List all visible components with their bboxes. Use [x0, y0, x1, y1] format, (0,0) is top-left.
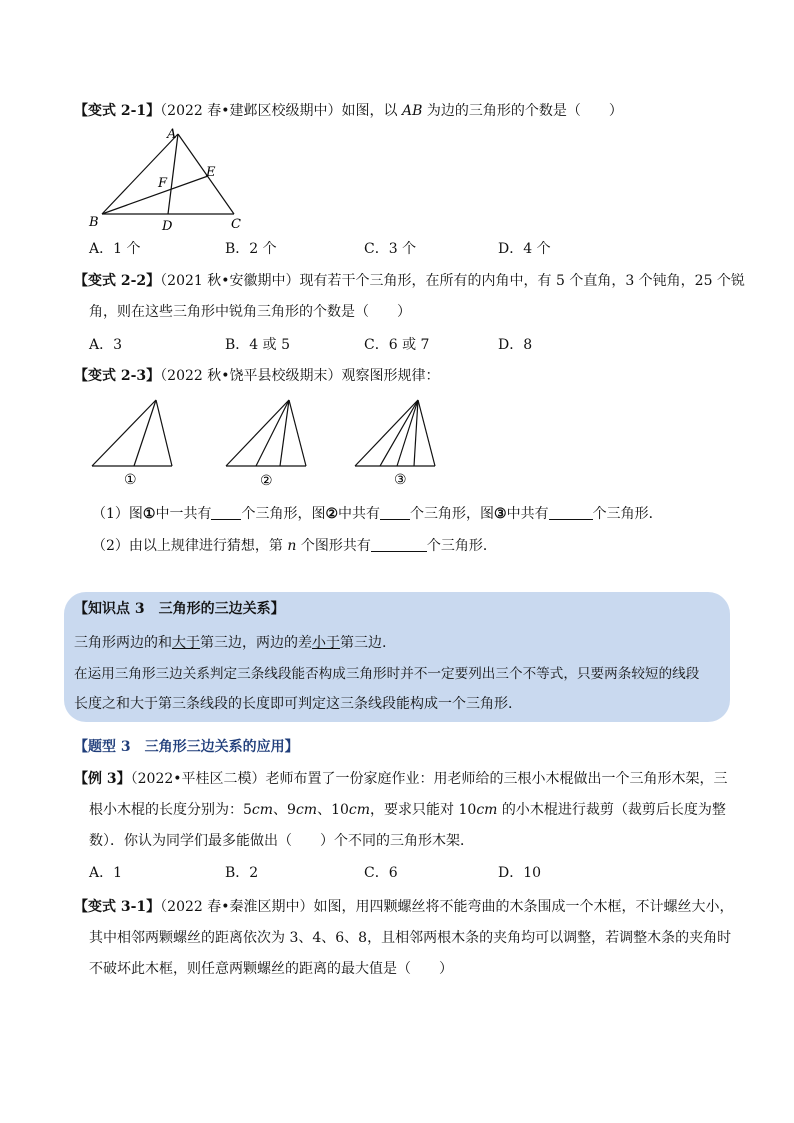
answer-blank[interactable]: [211, 505, 241, 520]
answer-blank[interactable]: [371, 537, 427, 552]
ex3-line-1: 【例 3】（2022•平桂区二模）老师布置了一份家庭作业：用老师给的三根小木棍做出一个三角形木架，三: [74, 771, 728, 787]
fig-label-2: ②: [260, 473, 273, 489]
v31-line-1: 【变式 3-1】（2022 春•秦淮区期中）如图，用四颗螺丝将不能弯曲的木条围成一个木框，不计螺丝大小，: [74, 899, 734, 915]
knowledge-line-3: 长度之和大于第三条线段的长度即可判定这三条线段能构成一个三角形.: [74, 696, 513, 712]
v21-option-c: C．3 个: [364, 241, 417, 257]
v21-option-d: D．4 个: [498, 241, 551, 257]
v22-line-1: 【变式 2-2】（2021 秋•安徽期中）现有若干个三角形，在所有的内角中，有 5 个直角，3 个钝角，25 个锐: [74, 273, 745, 289]
ex3-option-a: A．1: [89, 865, 123, 881]
knowledge-title: 【知识点 3 三角形的三边关系】: [74, 601, 285, 617]
answer-blank[interactable]: [549, 505, 593, 520]
type3-title: 【题型 3 三角形三边关系的应用】: [74, 739, 299, 755]
ex3-option-d: D．10: [498, 865, 542, 881]
fig-label-e: E: [206, 165, 216, 180]
fig-label-f: F: [158, 176, 168, 191]
ex3-option-c: C．6: [364, 865, 398, 881]
v21-triangle-figure: [84, 124, 254, 236]
v21-label: 【变式 2-1】: [74, 103, 161, 119]
v22-option-d: D．8: [498, 337, 533, 353]
fig-label-d: D: [162, 219, 173, 234]
v22-option-a: A．3: [89, 337, 123, 353]
v21-option-a: A．1 个: [89, 241, 141, 257]
v23-question-2: （2）由以上规律进行猜想，第 n 个图形共有 个三角形．: [92, 538, 497, 554]
v23-pattern-figures: [84, 396, 454, 492]
fig-label-c: C: [231, 217, 241, 232]
v22-option-c: C．6 或 7: [364, 337, 430, 353]
ex3-line-3: 数）．你认为同学们最多能做出（ ）个不同的三角形木架．: [89, 833, 474, 849]
fig-label-a: A: [167, 127, 177, 142]
v23-question-1: （1）图①中一共有 个三角形，图②中共有 个三角形，图③中共有 个三角形．: [92, 506, 663, 522]
fig-label-3: ③: [394, 472, 407, 488]
v22-label: 【变式 2-2】: [74, 273, 161, 289]
v21-option-b: B．2 个: [225, 241, 277, 257]
v23-stem: 【变式 2-3】（2022 秋•饶平县校级期末）观察图形规律：: [74, 368, 440, 384]
knowledge-line-1: 三角形两边的和大于第三边，两边的差小于第三边.: [74, 635, 387, 651]
v31-line-3: 不破坏此木框，则任意两颗螺丝的距离的最大值是（ ）: [89, 961, 453, 977]
ex3-label: 【例 3】: [74, 771, 131, 787]
answer-blank[interactable]: [380, 505, 410, 520]
v21-stem: 【变式 2-1】（2022 春•建邺区校级期中）如图，以 AB 为边的三角形的个数是（ ）: [74, 103, 623, 119]
ex3-option-b: B．2: [225, 865, 259, 881]
v23-label: 【变式 2-3】: [74, 368, 161, 384]
v31-label: 【变式 3-1】: [74, 899, 161, 915]
fig-label-b: B: [89, 215, 99, 230]
fig-label-1: ①: [124, 472, 137, 488]
ex3-line-2: 根小木棍的长度分别为：5cm、9cm、10cm，要求只能对 10cm 的小木棍进行裁剪（裁剪后长度为整: [89, 802, 726, 818]
v22-option-b: B．4 或 5: [225, 337, 291, 353]
v31-line-2: 其中相邻两颗螺丝的距离依次为 3、4、6、8，且相邻两根木条的夹角均可以调整，若调整木条的夹角时: [89, 930, 732, 946]
v22-line-2: 角，则在这些三角形中锐角三角形的个数是（ ）: [89, 304, 411, 320]
knowledge-line-2: 在运用三角形三边关系判定三条线段能否构成三角形时并不一定要列出三个不等式，只要两条较短的线段: [74, 666, 700, 682]
